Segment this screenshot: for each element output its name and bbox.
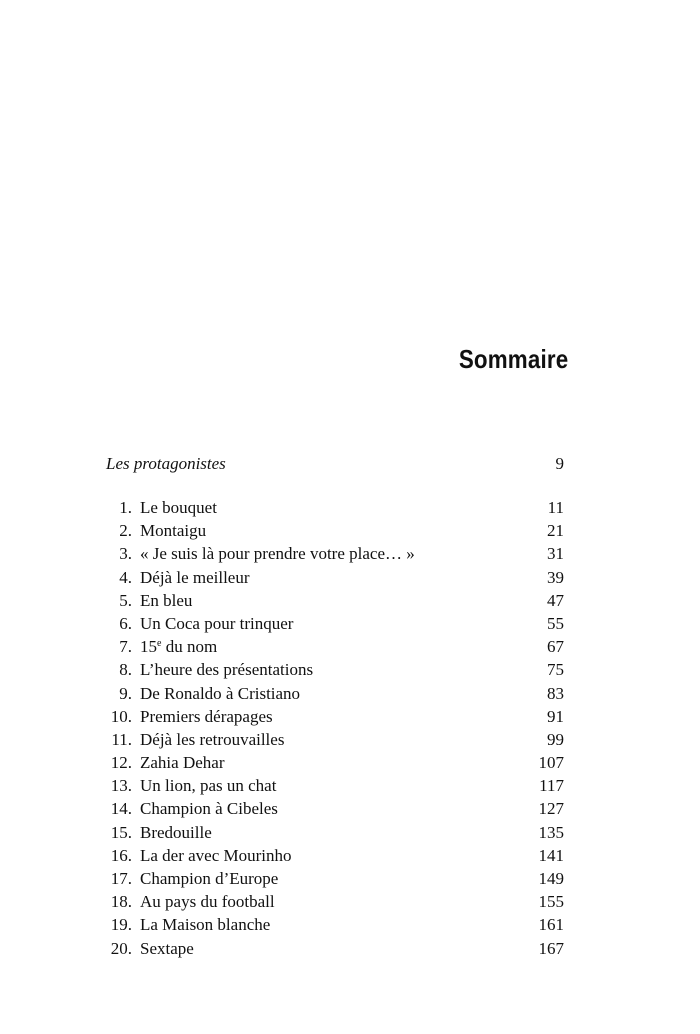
chapter-page: 167 xyxy=(538,938,564,958)
chapter-page: 127 xyxy=(538,799,564,819)
chapter-number: 12. xyxy=(110,753,132,773)
chapter-page: 141 xyxy=(538,845,564,865)
chapter-page: 83 xyxy=(547,683,564,703)
chapter-title: Zahia Dehar xyxy=(140,753,225,773)
chapter-number: 11. xyxy=(111,729,132,749)
toc-entry[interactable] xyxy=(106,705,564,728)
toc-entry[interactable] xyxy=(106,589,564,612)
toc-entry[interactable] xyxy=(106,612,564,635)
chapter-number: 3. xyxy=(119,544,132,564)
chapter-page: 55 xyxy=(547,613,564,633)
chapter-number: 5. xyxy=(119,590,132,610)
chapter-number: 14. xyxy=(110,799,132,819)
toc-entry[interactable] xyxy=(106,844,564,867)
toc-entry[interactable] xyxy=(106,566,564,589)
chapter-title: Champion d’Europe xyxy=(140,869,279,888)
toc-entry[interactable] xyxy=(106,797,564,820)
chapter-title: La Maison blanche xyxy=(140,915,271,935)
toc-entry[interactable] xyxy=(106,496,564,519)
chapter-page: 47 xyxy=(547,590,564,610)
chapter-page: 117 xyxy=(539,776,564,796)
toc-entry[interactable] xyxy=(106,682,564,705)
chapter-title: La der avec Mourinho xyxy=(140,845,292,865)
toc-entry[interactable] xyxy=(106,542,564,565)
chapter-number: 8. xyxy=(119,660,132,680)
chapter-number: 9. xyxy=(119,683,132,703)
toc-entry-title: Les protagonistes xyxy=(106,454,226,473)
chapter-title: Montaigu xyxy=(140,521,207,541)
chapter-title: « Je suis là pour prendre votre place… » xyxy=(140,544,415,564)
chapter-page: 135 xyxy=(538,822,564,842)
chapter-title: Bredouille xyxy=(140,822,212,842)
chapter-number: 2. xyxy=(119,521,132,541)
chapter-title: L’heure des présentations xyxy=(140,660,314,680)
toc-entry[interactable] xyxy=(106,937,564,960)
toc-entry-protagonistes[interactable] xyxy=(106,452,564,475)
toc-entry[interactable] xyxy=(106,728,564,751)
chapter-title: Sextape xyxy=(140,938,194,958)
chapter-page: 91 xyxy=(547,706,564,726)
toc-entry[interactable] xyxy=(106,890,564,913)
chapter-title: Déjà le meilleur xyxy=(140,567,250,587)
chapter-page: 21 xyxy=(547,521,564,541)
chapter-title: Premiers dérapages xyxy=(140,706,273,726)
chapter-number: 19. xyxy=(110,915,132,935)
chapter-number: 17. xyxy=(110,869,132,888)
chapter-page: 31 xyxy=(547,544,564,564)
toc-entry[interactable] xyxy=(106,658,564,681)
chapter-number: 20. xyxy=(110,938,132,958)
chapter-title: De Ronaldo à Cristiano xyxy=(140,683,301,703)
toc-entry[interactable] xyxy=(106,635,564,658)
toc-entry[interactable] xyxy=(106,821,564,844)
chapter-page: 75 xyxy=(547,660,564,680)
chapter-title: Déjà les retrouvailles xyxy=(140,729,285,749)
chapter-title: Un lion, pas un chat xyxy=(140,776,277,796)
chapter-title xyxy=(140,635,217,658)
chapter-title-number: 15 xyxy=(140,637,157,657)
chapter-page: 67 xyxy=(547,637,564,657)
chapter-number: 13. xyxy=(110,776,132,796)
chapter-title: Au pays du football xyxy=(140,892,275,912)
toc-entry[interactable] xyxy=(106,867,564,890)
chapter-number: 18. xyxy=(110,892,132,912)
page-title: Sommaire xyxy=(458,344,568,374)
chapter-page: 155 xyxy=(538,892,564,912)
chapter-number: 16. xyxy=(110,845,132,865)
table-of-contents xyxy=(106,496,564,960)
chapter-number: 1. xyxy=(119,498,132,517)
toc-entry[interactable] xyxy=(106,774,564,797)
toc-entry[interactable] xyxy=(106,519,564,542)
chapter-page: 107 xyxy=(538,753,564,773)
chapter-title: Champion à Cibeles xyxy=(140,799,278,819)
chapter-page: 99 xyxy=(547,729,564,749)
ordinal-superscript: e xyxy=(157,638,162,650)
chapter-title-rest: du nom xyxy=(161,637,218,657)
chapter-number: 6. xyxy=(119,613,132,633)
chapter-page: 11 xyxy=(547,498,564,517)
chapter-title: Un Coca pour trinquer xyxy=(140,613,294,633)
chapter-number: 10. xyxy=(110,706,132,726)
toc-entry[interactable] xyxy=(106,751,564,774)
chapter-title: Le bouquet xyxy=(140,498,217,517)
chapter-title: En bleu xyxy=(140,590,193,610)
chapter-number: 15. xyxy=(110,822,132,842)
chapter-page: 161 xyxy=(538,915,564,935)
chapter-page: 149 xyxy=(538,869,564,888)
toc-entry-page: 9 xyxy=(555,454,564,473)
chapter-page: 39 xyxy=(547,567,564,587)
chapter-number: 7. xyxy=(119,637,132,657)
chapter-number: 4. xyxy=(119,567,132,587)
toc-entry[interactable] xyxy=(106,913,564,936)
